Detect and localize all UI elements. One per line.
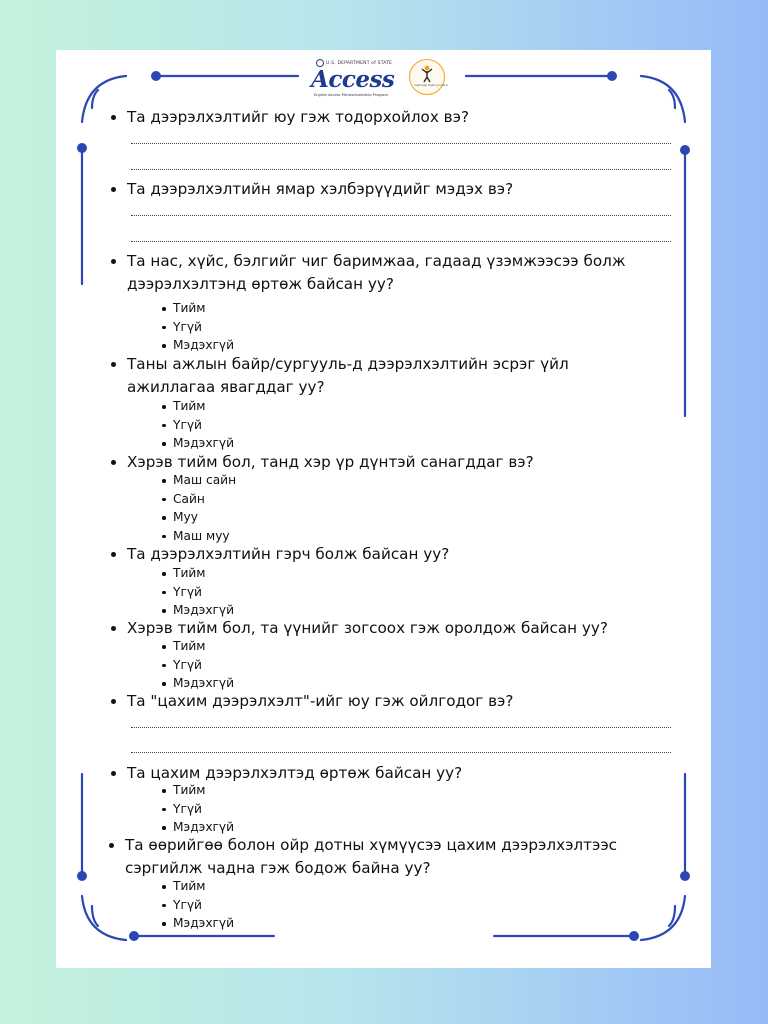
answer-line [131,727,671,728]
option: Муу [173,508,236,527]
question-text: Та өөрийгөө болон ойр дотны хүмүүсээ цахим дээрэлхэлтээс [125,836,617,854]
question-text: Таны ажлын байр/сургууль-д дээрэлхэлтийн эсрэг үйл [127,355,569,373]
question-3 [127,250,626,296]
question-text: ажиллагаа явагддаг уу? [127,378,325,396]
options-list [173,877,234,933]
question-text: сэргийлж чадна гэж бодож байна уу? [125,859,431,877]
option: Үгүй [173,656,234,675]
option: Мэдэхгүй [173,914,234,933]
access-logo [308,56,404,102]
options-list [173,299,234,355]
bullet [111,626,116,631]
bullet [111,362,116,367]
partner-text: партнер байгууллага [414,83,448,87]
question-1 [127,106,469,129]
bullet [111,460,116,465]
option: Үгүй [173,318,234,337]
bullet [111,699,116,704]
option: Үгүй [173,896,234,915]
answer-line [131,143,671,144]
option: Тийм [173,564,234,583]
question-6 [127,543,449,566]
bullet [111,187,116,192]
answer-line [131,752,671,753]
bullet [111,115,116,120]
question-text: Та нас, хүйс, бэлгийг чиг баримжаа, гадаад үзэмжээсээ болж [127,252,626,270]
question-10 [125,834,617,880]
options-list [173,471,236,545]
option: Үгүй [173,416,234,435]
bullet [111,771,116,776]
option: Мэдэхгүй [173,434,234,453]
option: Мэдэхгүй [173,674,234,693]
question-8 [127,690,513,713]
options-list [173,637,234,693]
question-2 [127,178,513,201]
person-icon [421,65,433,83]
option: Маш муу [173,527,236,546]
option: Мэдэхгүй [173,818,234,837]
answer-line [131,241,671,242]
question-text: Та цахим дээрэлхэлтэд өртөж байсан уу? [127,764,463,782]
question-text: Та дээрэлхэлтийг юу гэж тодорхойлох вэ? [127,108,470,126]
option: Тийм [173,637,234,656]
option: Маш сайн [173,471,236,490]
question-text: дээрэлхэлтэнд өртөж байсан уу? [127,275,394,293]
option: Тийм [173,397,234,416]
access-wordmark: Access [311,66,395,93]
bullet [111,259,116,264]
options-list [173,564,234,620]
question-4 [127,353,569,399]
question-text: Та "цахим дээрэлхэлт"-ийг юу гэж ойлгодог вэ? [127,692,514,710]
option: Тийм [173,781,234,800]
access-subtitle: English Access Microscholarship Program [314,93,388,97]
option: Тийм [173,877,234,896]
option: Сайн [173,490,236,509]
answer-line [131,215,671,216]
question-text: Та дээрэлхэлтийн гэрч болж байсан уу? [127,545,450,563]
dept-text: U.S. DEPARTMENT of STATE [326,61,393,66]
options-list [173,397,234,453]
option: Үгүй [173,800,234,819]
option: Тийм [173,299,234,318]
option: Мэдэхгүй [173,336,234,355]
partner-logo [409,59,448,95]
header-logos [308,56,458,104]
options-list [173,781,234,837]
question-text: Хэрэв тийм бол, та үүнийг зогсоох гэж оролдож байсан уу? [127,619,608,637]
question-text: Та дээрэлхэлтийн ямар хэлбэрүүдийг мэдэх вэ? [127,180,514,198]
option: Мэдэхгүй [173,601,234,620]
answer-line [131,169,671,170]
bullet [109,843,114,848]
bullet [111,552,116,557]
question-text: Хэрэв тийм бол, танд хэр үр дүнтэй санагддаг вэ? [127,453,534,471]
option: Үгүй [173,583,234,602]
